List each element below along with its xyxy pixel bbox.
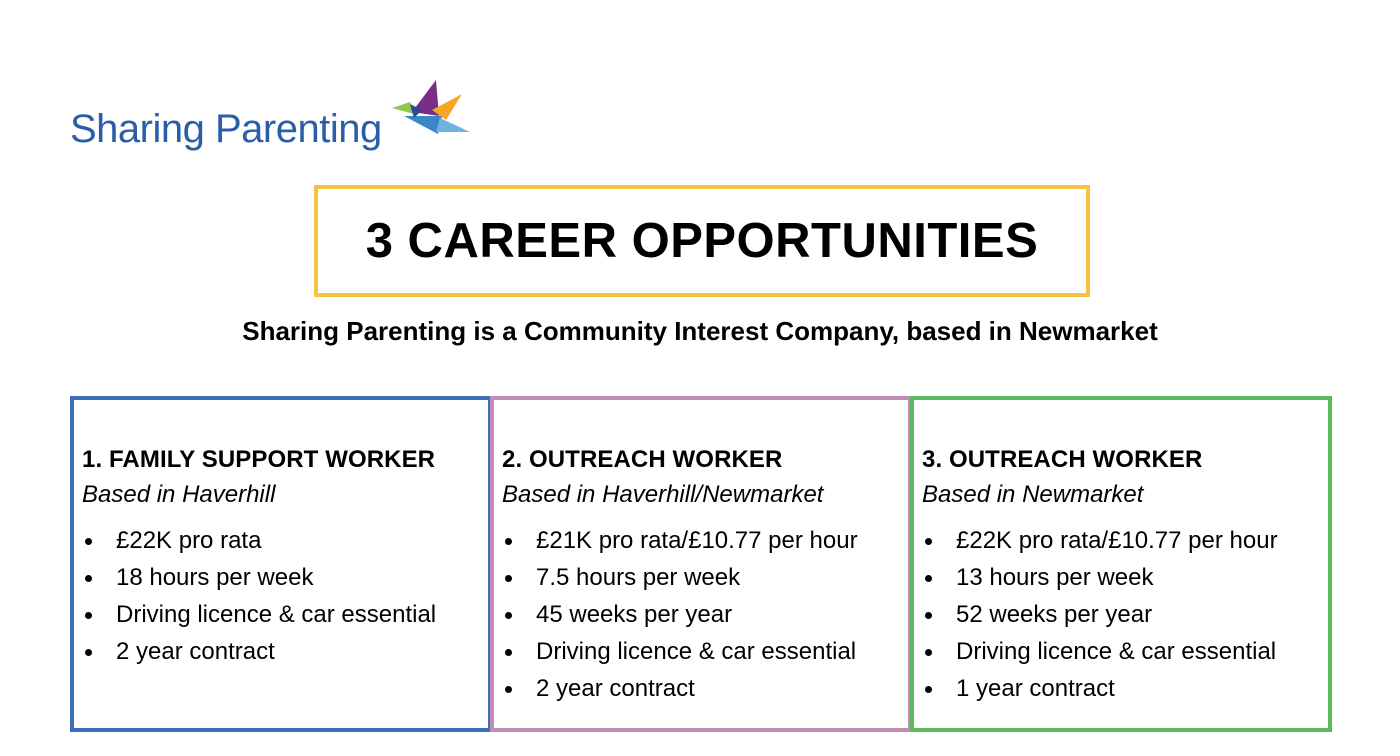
job-title: 3. OUTREACH WORKER (922, 446, 1203, 473)
job-location: Based in Newmarket (922, 481, 1144, 508)
job-card-outreach-worker-haverhill-newmarket (490, 396, 912, 732)
job-detail-text: 45 weeks per year (536, 601, 733, 628)
logo-text: Sharing Parenting (70, 107, 382, 151)
job-location: Based in Haverhill (82, 481, 276, 508)
bullet-icon (925, 575, 932, 582)
job-detail-text: Driving licence & car essential (956, 638, 1277, 665)
job-detail-item (502, 596, 908, 633)
job-detail-item (82, 522, 488, 559)
job-detail-item (502, 522, 908, 559)
bullet-icon (85, 612, 92, 619)
bullet-icon (85, 538, 92, 545)
job-card-family-support-worker (70, 396, 492, 732)
bird-tail-darkblue (436, 118, 470, 132)
job-location: Based in Haverhill/Newmarket (502, 481, 824, 508)
job-detail-text: £21K pro rata/£10.77 per hour (536, 527, 858, 554)
job-cards (70, 396, 1332, 732)
job-detail-text: Driving licence & car essential (536, 638, 857, 665)
company-subtitle: Sharing Parenting is a Community Interest Company, based in Newmarket (242, 316, 1158, 346)
bullet-icon (85, 575, 92, 582)
bullet-icon (925, 686, 932, 693)
job-detail-item (502, 670, 908, 707)
job-detail-item (82, 596, 488, 633)
job-detail-text: 52 weeks per year (956, 601, 1153, 628)
sharing-parenting-logo (70, 80, 480, 160)
job-detail-text: 1 year contract (956, 675, 1115, 702)
bullet-icon (925, 649, 932, 656)
job-detail-item (922, 596, 1328, 633)
bullet-icon (505, 575, 512, 582)
job-detail-item (82, 559, 488, 596)
bullet-icon (925, 612, 932, 619)
job-detail-item (922, 559, 1328, 596)
job-detail-text: 18 hours per week (116, 564, 314, 591)
job-details-list (922, 522, 1328, 707)
bullet-icon (505, 612, 512, 619)
job-title: 1. FAMILY SUPPORT WORKER (82, 446, 436, 473)
job-detail-text: 7.5 hours per week (536, 564, 741, 591)
job-detail-item (502, 633, 908, 670)
job-detail-item (922, 522, 1328, 559)
job-detail-text: £22K pro rata (116, 527, 262, 554)
job-card-outreach-worker-newmarket (910, 396, 1332, 732)
title-box (314, 185, 1090, 297)
page-title: 3 CAREER OPPORTUNITIES (365, 214, 1039, 268)
job-detail-text: 2 year contract (116, 638, 275, 665)
origami-bird-icon (392, 80, 472, 140)
job-title: 2. OUTREACH WORKER (502, 446, 783, 473)
job-detail-text: Driving licence & car essential (116, 601, 437, 628)
job-details-list (502, 522, 908, 707)
job-detail-item (922, 633, 1328, 670)
job-detail-item (82, 633, 488, 670)
job-detail-text: 2 year contract (536, 675, 695, 702)
bullet-icon (505, 538, 512, 545)
bird-head-green (392, 102, 414, 114)
job-detail-text: £22K pro rata/£10.77 per hour (956, 527, 1278, 554)
bullet-icon (505, 686, 512, 693)
bullet-icon (925, 538, 932, 545)
job-detail-item (922, 670, 1328, 707)
job-detail-item (502, 559, 908, 596)
bullet-icon (85, 649, 92, 656)
job-details-list (82, 522, 488, 670)
bullet-icon (505, 649, 512, 656)
job-detail-text: 13 hours per week (956, 564, 1154, 591)
